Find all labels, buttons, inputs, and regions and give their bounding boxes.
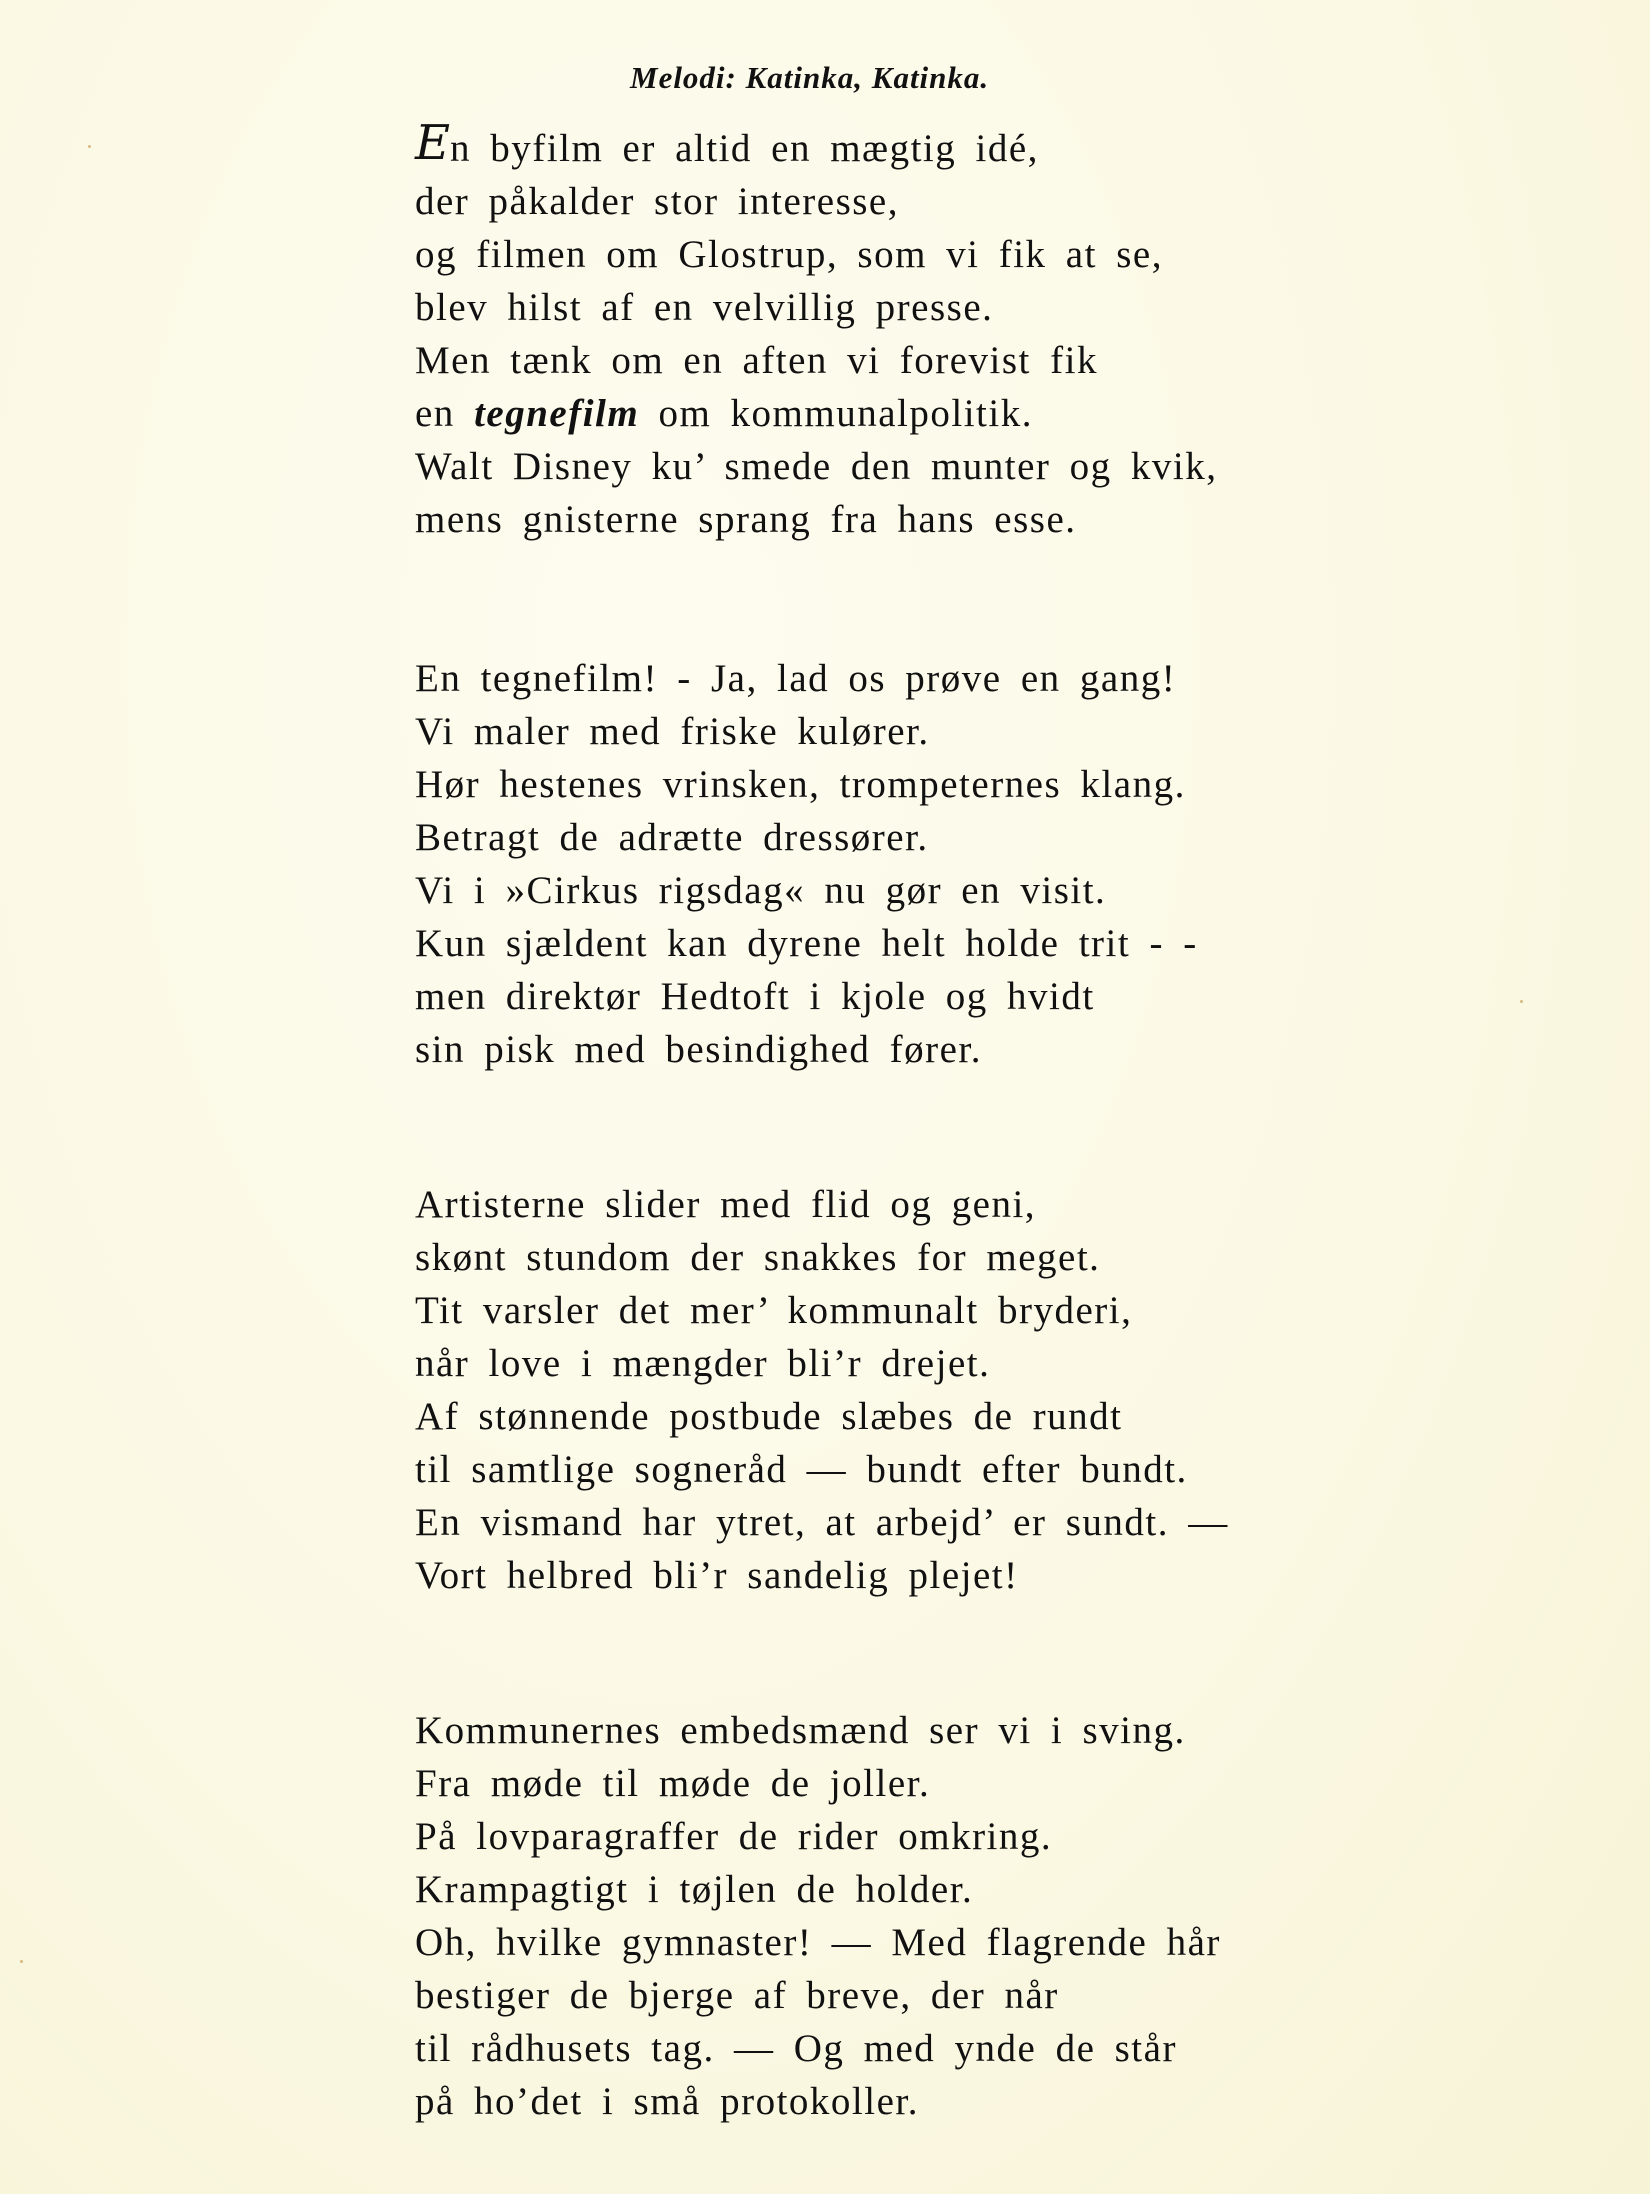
poem-line: Vort helbred bli’r sandelig plejet! xyxy=(415,1554,1019,1597)
poem-line: En tegnefilm! - Ja, lad os prøve en gang! xyxy=(415,657,1177,700)
poem-line: En byfilm er altid en mægtig idé, xyxy=(415,115,1039,171)
poem-line: på ho’det i små protokoller. xyxy=(415,2080,919,2123)
poem-line: På lovparagraffer de rider omkring. xyxy=(415,1815,1053,1858)
poem-line: skønt stundom der snakkes for meget. xyxy=(415,1236,1101,1279)
poem-line: Kun sjældent kan dyrene helt holde trit - - xyxy=(415,922,1198,965)
poem-line: en tegnefilm om kommunalpolitik. xyxy=(415,392,1033,435)
poem-line: Krampagtigt i tøjlen de holder. xyxy=(415,1868,974,1911)
poem-line: Af stønnende postbude slæbes de rundt xyxy=(415,1395,1123,1438)
paper-speck xyxy=(1520,1000,1523,1003)
poem-line: der påkalder stor interesse, xyxy=(415,180,899,223)
stanza-4 xyxy=(415,1704,1415,2128)
poem-line: mens gnisterne sprang fra hans esse. xyxy=(415,498,1077,541)
poem-line: men direktør Hedtoft i kjole og hvidt xyxy=(415,975,1095,1018)
poem-line: Hør hestenes vrinsken, trompeternes klang. xyxy=(415,763,1186,806)
poem-line: blev hilst af en velvillig presse. xyxy=(415,286,994,329)
paper-speck xyxy=(88,145,91,148)
poem-line: Fra møde til møde de joller. xyxy=(415,1762,931,1805)
melody-heading: Melodi: Katinka, Katinka. xyxy=(630,60,990,95)
poem-line: En vismand har ytret, at arbejd’ er sundt. — xyxy=(415,1501,1229,1544)
stanza-3 xyxy=(415,1178,1415,1602)
paper-speck xyxy=(20,1960,23,1963)
poem-line: Kommunernes embedsmænd ser vi i sving. xyxy=(415,1709,1186,1752)
poem-line: til rådhusets tag. — Og med ynde de står xyxy=(415,2027,1177,2070)
poem-line: og filmen om Glostrup, som vi fik at se, xyxy=(415,233,1163,276)
stanza-1 xyxy=(415,115,1415,546)
emphasis-word: tegnefilm xyxy=(474,392,640,435)
poem-line: Vi i »Cirkus rigsdag« nu gør en visit. xyxy=(415,869,1107,912)
poem-line: Tit varsler det mer’ kommunalt bryderi, xyxy=(415,1289,1133,1332)
poem-line: Men tænk om en aften vi forevist fik xyxy=(415,339,1098,382)
poem-line: Oh, hvilke gymnaster! — Med flagrende hår xyxy=(415,1921,1221,1964)
poem-line: bestiger de bjerge af breve, der når xyxy=(415,1974,1059,2017)
poem-line: Vi maler med friske kulører. xyxy=(415,710,930,753)
poem-line: sin pisk med besindighed fører. xyxy=(415,1028,983,1071)
poem-line: til samtlige sogneråd — bundt efter bundt. xyxy=(415,1448,1188,1491)
poem-line: når love i mængder bli’r drejet. xyxy=(415,1342,991,1385)
stanza-2 xyxy=(415,652,1415,1076)
poem-line: Betragt de adrætte dressører. xyxy=(415,816,929,859)
decorative-initial: E xyxy=(415,115,451,171)
poem-line: Walt Disney ku’ smede den munter og kvik, xyxy=(415,445,1218,488)
poem-line: Artisterne slider med flid og geni, xyxy=(415,1183,1037,1226)
